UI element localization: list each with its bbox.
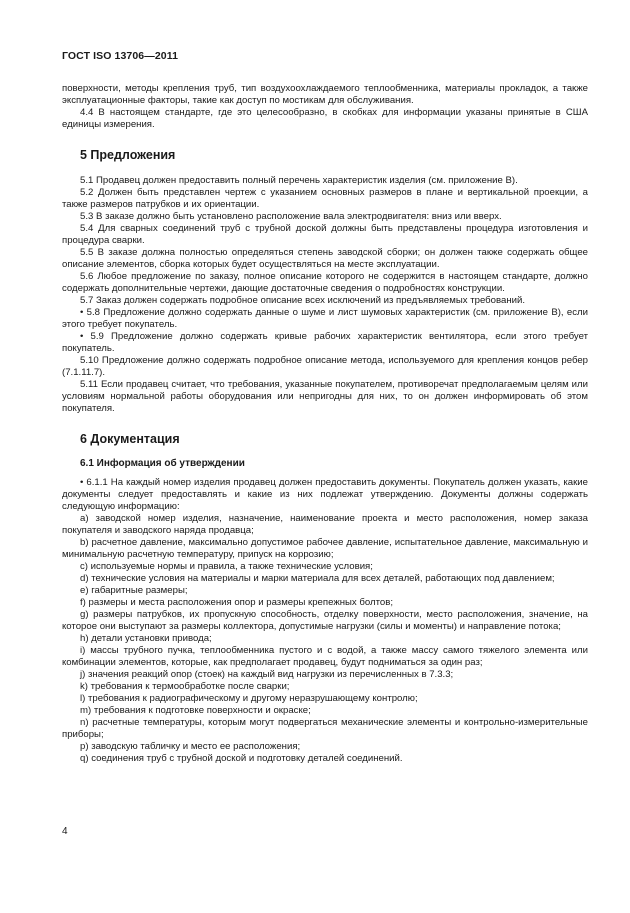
list-item-m: m) требования к подготовке поверхности и окраске; (80, 705, 311, 716)
list-item-n: n) расчетные температуры, которым могут подвергаться механические элементы и контрольно-измерительные приборы; (62, 717, 588, 740)
list-item-c: c) используемые нормы и правила, а также технические условия; (80, 561, 373, 572)
clause-5-1: 5.1 Продавец должен предоставить полный перечень характеристик изделия (см. приложение В). (80, 175, 518, 186)
list-item-k: k) требования к термообработке после сварки; (80, 681, 290, 692)
list-item-l: l) требования к радиографическому и другому неразрушающему контролю; (80, 693, 418, 704)
clause-5-4: 5.4 Для сварных соединений труб с трубной доской должны быть представлены процедура изготовления и процедура сварки. (62, 223, 588, 246)
section-5-title: 5 Предложения (80, 148, 176, 162)
list-item-h: h) детали установки привода; (80, 633, 212, 644)
clause-5-2: 5.2 Должен быть представлен чертеж с указанием основных размеров в плане и вертикальной проекции, а также размеров патрубков и их ориентации. (62, 187, 588, 210)
list-item-e: e) габаритные размеры; (80, 585, 188, 596)
clause-5-6: 5.6 Любое предложение по заказу, полное описание которого не содержится в настоящем стандарте, должно содержать дополнительные чертежи, дающие достаточные сведения о подробностях конструкции. (62, 271, 588, 294)
clause-5-5: 5.5 В заказе должна полностью определяться степень заводской сборки; он должен также содержать общее описание элементов, сборка которых будет осуществляться на месте эксплуатации. (62, 247, 588, 270)
clause-5-9: • 5.9 Предложение должно содержать кривые рабочих характеристик вентилятора, если этого требует покупатель. (62, 331, 588, 354)
list-item-b: b) расчетное давление, максимально допустимое рабочее давление, испытательное давление, максимальную и минимальную расчетную температуру, припуск на коррозию; (62, 537, 588, 560)
list-item-i: i) массы трубного пучка, теплообменника пустого и с водой, а также массу самого тяжелого элемента или комбинации элементов, которые, как предполагает продавец, будут подниматься за один раз; (62, 645, 588, 668)
clause-4-4: 4.4 В настоящем стандарте, где это целесообразно, в скобках для информации указаны принятые в США единицы измерения. (62, 107, 588, 130)
clause-5-10: 5.10 Предложение должно содержать подробное описание метода, используемого для крепления концов ребер (7.1.11.7). (62, 355, 588, 378)
standard-header: ГОСТ ISO 13706—2011 (62, 50, 179, 62)
clause-5-11: 5.11 Если продавец считает, что требования, указанные покупателем, противоречат предполагаемым целям или условиям нормальной работы оборудования или непригодны для них, то он должен информировать об этом покупателя. (62, 379, 588, 414)
intro-paragraph: поверхности, методы крепления труб, тип воздухоохлаждаемого теплообменника, материалы прокладок, а также эксплуатационные факторы, такие как доступ по мостикам для обслуживания. (62, 83, 588, 106)
clause-6-1-1: • 6.1.1 На каждый номер изделия продавец должен предоставить документы. Покупатель должен указать, какие документы следует предоставлять и какие из них подлежат утверждению. Документы должны содержать следующую информацию: (62, 477, 588, 512)
list-item-f: f) размеры и места расположения опор и размеры крепежных болтов; (80, 597, 393, 608)
list-item-g: g) размеры патрубков, их пропускную способность, отделку поверхности, место расположения, значение, на которое они выступают за размеры коллектора, допустимые нагрузки (силы и моменты) и направление потока; (62, 609, 588, 632)
list-item-j: j) значения реакций опор (стоек) на каждый вид нагрузки из перечисленных в 7.3.3; (80, 669, 454, 680)
clause-5-7: 5.7 Заказ должен содержать подробное описание всех исключений из предъявляемых требований. (80, 295, 526, 306)
document-page (62, 50, 588, 765)
page-number: 4 (62, 826, 68, 837)
subsection-6-1-title: 6.1 Информация об утверждении (80, 458, 245, 469)
clause-5-3: 5.3 В заказе должно быть установлено расположение вала электродвигателя: вниз или вверх. (80, 211, 502, 222)
clause-5-8: • 5.8 Предложение должно содержать данные о шуме и лист шумовых характеристик (см. приложение В), если этого требует покупатель. (62, 307, 588, 330)
list-item-q: q) соединения труб с трубной доской и подготовку деталей соединений. (80, 753, 403, 764)
list-item-p: p) заводскую табличку и место ее расположения; (80, 741, 301, 752)
list-item-d: d) технические условия на материалы и марки материала для всех деталей, работающих под давлением; (80, 573, 555, 584)
list-item-a: a) заводской номер изделия, назначение, наименование проекта и место расположения, номер заказа покупателя и заводского наряда продавца; (62, 513, 588, 536)
section-6-title: 6 Документация (80, 432, 180, 446)
